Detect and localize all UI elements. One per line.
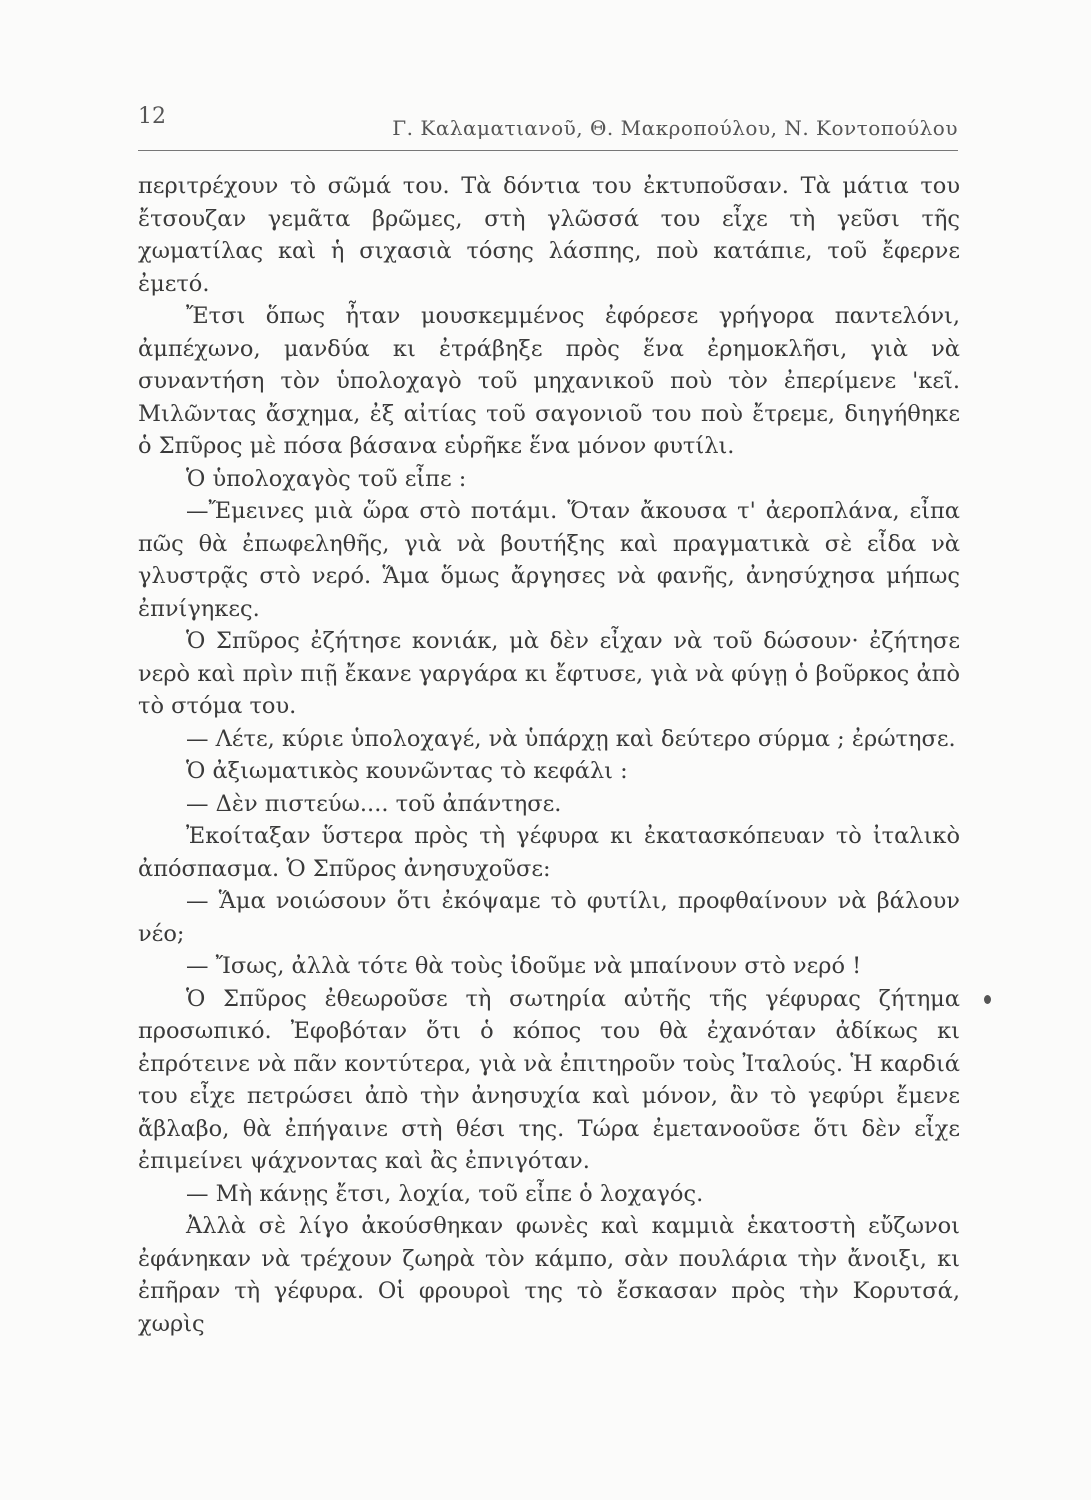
paragraph: Ὁ ἀξιωματικὸς κουνῶντας τὸ κεφάλι : xyxy=(186,758,628,784)
ink-speck xyxy=(984,995,991,1004)
dialogue-line: — Ἅμα νοιώσουν ὅτι ἐκόψαμε τὸ φυτίλι, προφθαίνουν νὰ βάλουν νέο; xyxy=(138,888,960,947)
running-head: Γ. Καλαματιανοῦ, Θ. Μακροπούλου, Ν. Κοντοπούλου xyxy=(392,116,958,140)
header-rule xyxy=(138,150,958,151)
paragraph: Ἀλλὰ σὲ λίγο ἀκούσθηκαν φωνὲς καὶ καμμιὰ ἑκατοστὴ εὔζωνοι ἐφάνηκαν νὰ τρέχουν ζωηρὰ τὸν κάμπο, σὰν πουλάρια τὴν ἄνοιξι, κι ἐπῆραν τὴ γέφυρα. Οἱ φρουροὶ της τὸ ἔσκασαν πρὸς τὴν Κορυτσά, χωρὶς xyxy=(138,1213,960,1337)
dialogue-line: —Ἔμεινες μιὰ ὥρα στὸ ποτάμι. Ὅταν ἄκουσα τ' ἀεροπλάνα, εἶπα πῶς θὰ ἐπωφεληθῆς, γιὰ νὰ βουτήξης καὶ πραγματικὰ σὲ εἶδα νὰ γλυστρᾷς στὸ νερό. Ἅμα ὅμως ἄργησες νὰ φανῆς, ἀνησύχησα μήπως ἐπνίγηκες. xyxy=(138,498,960,622)
paragraph: περιτρέχουν τὸ σῶμά του. Τὰ δόντια του ἐκτυποῦσαν. Τὰ μάτια του ἔτσουζαν γεμᾶτα βρῶμες, στὴ γλῶσσά του εἶχε τὴ γεῦσι τῆς χωματίλας καὶ ἡ σιχασιὰ τόσης λάσπης, ποὺ κατάπιε, τοῦ ἔφερνε ἐμετό. xyxy=(138,173,960,297)
body-text xyxy=(138,170,960,1340)
paragraph: Ὁ ὑπολοχαγὸς τοῦ εἶπε : xyxy=(186,465,467,492)
dialogue-line: — Δὲν πιστεύω.... τοῦ ἀπάντησε. xyxy=(186,790,562,817)
page-number: 12 xyxy=(138,104,166,129)
paragraph: Ἐκοίταξαν ὕστερα πρὸς τὴ γέφυρα κι ἐκατασκόπευαν τὸ ἰταλικὸ ἀπόσπασμα. Ὁ Σπῦρος ἀνησυχοῦσε: xyxy=(138,823,960,882)
dialogue-line: — Μὴ κάνῃς ἔτσι, λοχία, τοῦ εἶπε ὁ λοχαγός. xyxy=(186,1180,704,1207)
dialogue-line: — Ἴσως, ἀλλὰ τότε θὰ τοὺς ἰδοῦμε νὰ μπαίνουν στὸ νερό ! xyxy=(186,953,862,979)
page-header xyxy=(138,104,958,144)
dialogue-line: — Λέτε, κύριε ὑπολοχαγέ, νὰ ὑπάρχῃ καὶ δεύτερο σύρμα ; ἐρώτησε. xyxy=(186,725,956,752)
paragraph: Ὁ Σπῦρος ἐζήτησε κονιάκ, μὰ δὲν εἶχαν νὰ τοῦ δώσουν· ἐζήτησε νερὸ καὶ πρὶν πιῇ ἔκανε γαργάρα κι ἔφτυσε, γιὰ νὰ φύγῃ ὁ βοῦρκος ἀπὸ τὸ στόμα του. xyxy=(138,628,960,719)
paragraph: Ὁ Σπῦρος ἐθεωροῦσε τὴ σωτηρία αὐτῆς τῆς γέφυρας ζήτημα προσωπικό. Ἐφοβόταν ὅτι ὁ κόπος του θὰ ἐχανόταν ἀδίκως κι ἐπρότεινε νὰ πᾶν κοντύτερα, γιὰ νὰ ἐπιτηροῦν τοὺς Ἰταλούς. Ἡ καρδιά του εἶχε πετρώσει ἀπὸ τὴν ἀνησυχία καὶ μόνον, ἂν τὸ γεφύρι ἔμενε ἄβλαβο, θὰ ἐπήγαινε στὴ θέσι της. Τώρα ἐμετανοοῦσε ὅτι δὲν εἶχε ἐπιμείνει ψάχνοντας καὶ ἂς ἐπνιγόταν. xyxy=(138,985,960,1174)
paragraph: Ἔτσι ὅπως ἦταν μουσκεμμένος ἐφόρεσε γρήγορα παντελόνι, ἀμπέχωνο, μανδύα κι ἐτράβηξε πρὸς ἕνα ἐρημοκλῆσι, γιὰ νὰ συναντήση τὸν ὑπολοχαγὸ τοῦ μηχανικοῦ ποὺ τὸν ἐπερίμενε 'κεῖ. Μιλῶντας ἄσχημα, ἐξ αἰτίας τοῦ σαγονιοῦ του ποὺ ἔτρεμε, διηγήθηκε ὁ Σπῦρος μὲ πόσα βάσανα εὑρῆκε ἕνα μόνον φυτίλι. xyxy=(138,303,960,459)
